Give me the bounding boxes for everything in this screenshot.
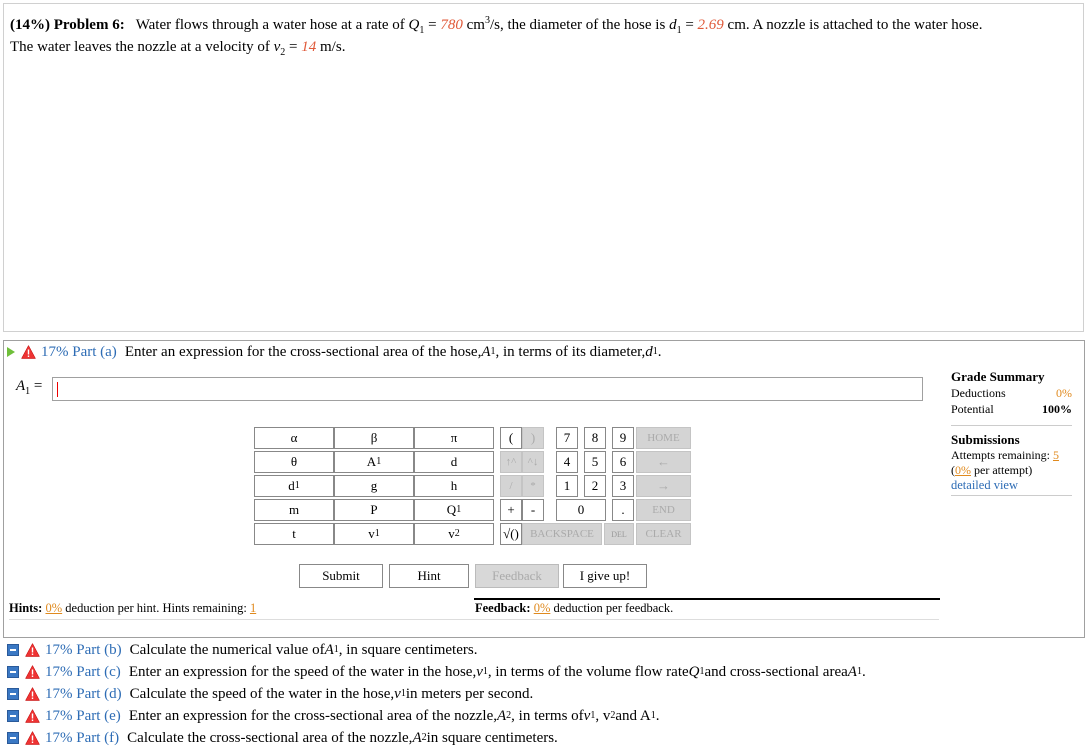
deductions-value: 0%	[1056, 386, 1072, 400]
problem-text-5: m/s.	[316, 39, 346, 55]
key-paren-open[interactable]: (	[500, 427, 522, 449]
key-text: β	[370, 430, 378, 445]
answer-input[interactable]	[52, 377, 923, 401]
part-a-sym-d: d	[645, 343, 653, 360]
key-text: Q	[446, 502, 457, 517]
key-t[interactable]	[254, 523, 334, 545]
part-text-2: in square centimeters.	[426, 729, 558, 746]
collapse-icon[interactable]	[7, 732, 19, 744]
key-text: π	[450, 430, 458, 445]
answer-sub: 1	[25, 386, 31, 397]
key-text: d	[450, 454, 458, 469]
key-home[interactable]: HOME	[636, 427, 691, 449]
key-4[interactable]: 4	[556, 451, 578, 473]
divider	[951, 495, 1072, 496]
q-sub: 1	[419, 25, 425, 36]
attempts-row	[951, 448, 1072, 463]
key-text: t	[292, 526, 296, 541]
part-e-header[interactable]: 17% Part (e) Enter an expression for the cross-sectional area of the nozzle, A 2 , in terms of v 1 , v 2 and A 1 .	[7, 706, 660, 726]
part-label: 17% Part (b)	[45, 641, 122, 658]
key-paren-close[interactable]: )	[522, 427, 544, 449]
feedback-button[interactable]: Feedback	[475, 564, 559, 588]
key-text: v	[368, 526, 375, 541]
key-d[interactable]	[414, 451, 494, 473]
v-value: 14	[301, 39, 317, 55]
part-sym: v	[476, 663, 483, 680]
part-text-2: , in square centimeters.	[338, 641, 478, 658]
grade-summary	[951, 369, 1072, 502]
key-g[interactable]	[334, 475, 414, 497]
per-attempt-tail: per attempt)	[971, 463, 1033, 477]
collapse-icon[interactable]	[7, 644, 19, 656]
key-minus[interactable]: -	[522, 499, 544, 521]
key-5[interactable]: 5	[584, 451, 606, 473]
part-a-header[interactable]: 17% Part (a) Enter an expression for the cross-sectional area of the hose, A 1 , in terms of its diameter, d 1 .	[7, 342, 662, 362]
key-0[interactable]: 0	[556, 499, 606, 521]
problem-text-3: cm. A nozzle is attached to the water hose.	[723, 17, 983, 33]
answer-sym: A	[16, 378, 26, 394]
part-text: Calculate the numerical value of	[129, 641, 325, 658]
key-7[interactable]: 7	[556, 427, 578, 449]
v-symbol: v	[273, 39, 281, 55]
part-b-header[interactable]: 17% Part (b) Calculate the numerical value of A 1 , in square centimeters.	[7, 640, 477, 660]
hints-label: Hints:	[9, 601, 43, 615]
per-attempt-row	[951, 463, 1072, 478]
part-sym: A	[847, 663, 857, 680]
key-m[interactable]	[254, 499, 334, 521]
key-down-arrows[interactable]: ^↓	[522, 451, 544, 473]
key-1[interactable]: 1	[556, 475, 578, 497]
key-text: α	[290, 430, 298, 445]
warning-icon	[25, 643, 40, 657]
key-text: A	[366, 454, 377, 469]
key-multiply[interactable]: *	[522, 475, 544, 497]
key-6[interactable]: 6	[612, 451, 634, 473]
submissions-title: Submissions	[951, 432, 1020, 447]
key-sqrt[interactable]: √()	[500, 523, 522, 545]
warning-icon	[25, 709, 40, 723]
attempts-value: 5	[1052, 448, 1059, 462]
part-sym: A	[412, 729, 422, 746]
give-up-button[interactable]: I give up!	[563, 564, 647, 588]
part-label: 17% Part (c)	[45, 663, 121, 680]
paren: (	[951, 463, 955, 477]
key-left[interactable]: ←	[636, 451, 691, 473]
hints-remaining: 1	[249, 601, 257, 615]
problem-text-1: Water flows through a water hose at a rate of	[135, 17, 409, 33]
part-text-2: in meters per second.	[405, 685, 534, 702]
key-a1[interactable]: A 1	[334, 451, 414, 473]
key-text: m	[288, 502, 300, 517]
key-dot[interactable]: .	[612, 499, 634, 521]
hint-button[interactable]: Hint	[389, 564, 469, 588]
per-attempt-value: 0%	[955, 463, 971, 477]
part-a-text: Enter an expression for the cross-sectional area of the hose,	[124, 343, 482, 360]
eq-sign: =	[424, 17, 441, 33]
key-p[interactable]	[334, 499, 414, 521]
part-label: 17% Part (f)	[45, 729, 120, 746]
answer-eq: =	[30, 378, 43, 394]
part-label: 17% Part (e)	[45, 707, 121, 724]
collapse-icon[interactable]	[7, 710, 19, 722]
feedback-label: Feedback:	[475, 601, 531, 615]
q-unit: cm	[462, 17, 485, 33]
part-a-label: 17% Part (a)	[41, 343, 117, 360]
part-sym: v	[583, 707, 591, 724]
potential-value: 100%	[1042, 402, 1072, 416]
key-8[interactable]: 8	[584, 427, 606, 449]
part-sym: A	[497, 707, 507, 724]
key-text: d	[288, 478, 295, 493]
q-unit-sup: 3	[484, 15, 490, 26]
key-clear[interactable]: CLEAR	[636, 523, 691, 545]
part-text-2: , in terms of	[511, 707, 584, 724]
key-up-arrows[interactable]: ↑^	[500, 451, 522, 473]
hints-value: 0%	[45, 601, 63, 615]
collapse-icon[interactable]	[7, 666, 19, 678]
problem-text-4: The water leaves the nozzle at a velocity of	[10, 39, 274, 55]
d-symbol: d	[669, 17, 677, 33]
potential-row	[951, 401, 1072, 417]
feedback-info	[475, 601, 673, 616]
key-end[interactable]: END	[636, 499, 691, 521]
hints-text: deduction per hint. Hints remaining:	[62, 601, 250, 615]
eq-sign: =	[681, 17, 698, 33]
hints-info	[9, 601, 256, 616]
key-text: θ	[290, 454, 298, 469]
part-f-header[interactable]: 17% Part (f) Calculate the cross-sectional area of the nozzle, A 2 in square centimeters.	[7, 728, 558, 748]
part-a-text-mid: , in terms of its diameter,	[495, 343, 646, 360]
feedback-text: deduction per feedback.	[550, 601, 674, 615]
q-symbol: Q	[408, 17, 420, 33]
part-sym: v	[394, 685, 401, 702]
key-2[interactable]: 2	[584, 475, 606, 497]
d-sub: 1	[676, 25, 682, 36]
potential-label: Potential	[951, 402, 994, 416]
part-a-sym: A	[481, 343, 491, 360]
part-text-end: .	[655, 707, 660, 724]
key-alpha[interactable]	[254, 427, 334, 449]
key-h[interactable]	[414, 475, 494, 497]
part-a-text-end: .	[657, 343, 662, 360]
text-caret	[57, 382, 58, 397]
warning-icon	[25, 665, 40, 679]
problem-number: (14%) Problem 6:	[10, 17, 125, 33]
key-pi[interactable]	[414, 427, 494, 449]
part-d-header[interactable]: 17% Part (d) Calculate the speed of the water in the hose, v 1 in meters per second.	[7, 684, 533, 704]
feedback-value: 0%	[533, 601, 551, 615]
part-text-4: .	[861, 663, 866, 680]
eq-sign: =	[285, 39, 302, 55]
part-label: 17% Part (d)	[45, 685, 122, 702]
problem-text	[10, 14, 1080, 58]
part-text-3: , v	[595, 707, 611, 724]
answer-label	[16, 378, 42, 395]
key-divide[interactable]: /	[500, 475, 522, 497]
deductions-label: Deductions	[951, 386, 1006, 400]
divider	[951, 425, 1072, 426]
v-sub: 2	[280, 47, 286, 58]
part-text-2: , in terms of the volume flow rate	[487, 663, 689, 680]
key-3[interactable]: 3	[612, 475, 634, 497]
d-value: 2.69	[697, 17, 724, 33]
deductions-row	[951, 385, 1072, 401]
problem-text-2: /s, the diameter of the hose is	[489, 17, 670, 33]
part-text-4: and A	[615, 707, 651, 724]
submit-button[interactable]: Submit	[299, 564, 383, 588]
key-backspace[interactable]: BACKSPACE	[522, 523, 602, 545]
grade-summary-title: Grade Summary	[951, 369, 1045, 384]
problem-statement-box	[3, 3, 1084, 332]
feedback-divider	[474, 598, 940, 600]
key-text: h	[450, 478, 458, 493]
warning-icon	[21, 345, 36, 359]
part-sym: Q	[688, 663, 700, 680]
key-text: g	[370, 478, 378, 493]
key-beta[interactable]	[334, 427, 414, 449]
key-del[interactable]: DEL	[604, 523, 634, 545]
detailed-view-link[interactable]: detailed view	[951, 478, 1018, 492]
expand-triangle-icon[interactable]	[7, 347, 15, 357]
attempts-label: Attempts remaining:	[951, 448, 1053, 462]
key-q1[interactable]: Q 1	[414, 499, 494, 521]
key-right[interactable]: →	[636, 475, 691, 497]
key-plus[interactable]: +	[500, 499, 522, 521]
divider	[9, 619, 939, 620]
key-theta[interactable]	[254, 451, 334, 473]
part-text: Calculate the cross-sectional area of the nozzle,	[127, 729, 413, 746]
part-text: Calculate the speed of the water in the hose,	[129, 685, 395, 702]
key-d1[interactable]: d 1	[254, 475, 334, 497]
q-value: 780	[440, 17, 463, 33]
collapse-icon[interactable]	[7, 688, 19, 700]
key-text: P	[370, 502, 378, 517]
part-sym: A	[324, 641, 334, 658]
key-v2[interactable]: v 2	[414, 523, 494, 545]
warning-icon	[25, 731, 40, 745]
part-text-3: and cross-sectional area	[704, 663, 848, 680]
key-9[interactable]: 9	[612, 427, 634, 449]
key-v1[interactable]: v 1	[334, 523, 414, 545]
part-c-header[interactable]: 17% Part (c) Enter an expression for the speed of the water in the hose, v 1 , in terms of the volume flow rate Q 1 and cross-sectional area A 1 .	[7, 662, 866, 682]
warning-icon	[25, 687, 40, 701]
key-text: v	[448, 526, 455, 541]
part-text: Enter an expression for the speed of the water in the hose,	[128, 663, 477, 680]
part-text: Enter an expression for the cross-sectional area of the nozzle,	[128, 707, 497, 724]
